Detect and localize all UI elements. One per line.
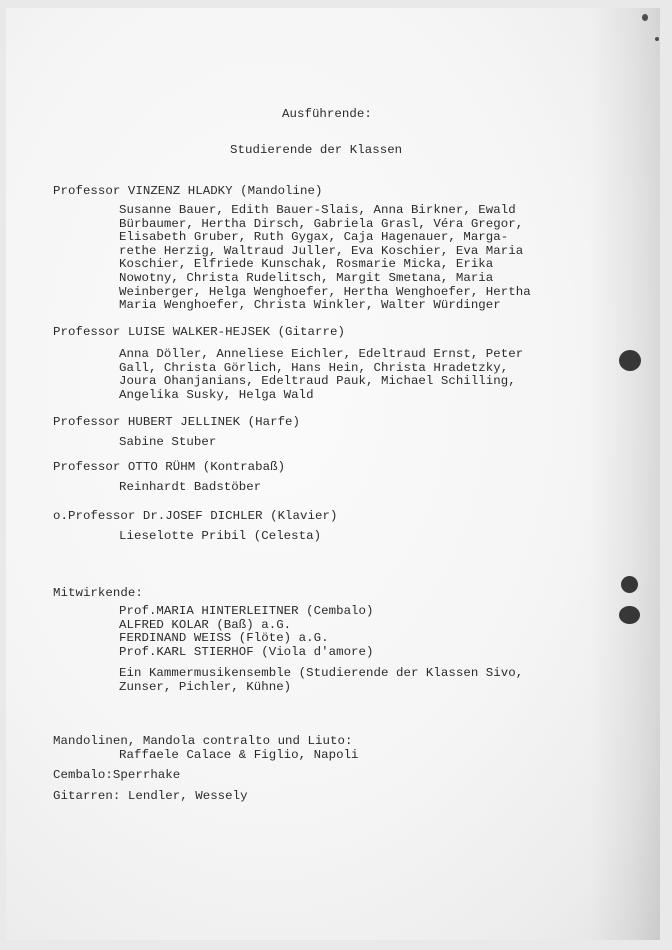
teacher-ruehm: Professor OTTO RÜHM (Kontrabaß): [53, 460, 286, 474]
ink-speck: [642, 14, 648, 21]
student-line: Weinberger, Helga Wenghoefer, Hertha Wenghoefer, Hertha: [119, 284, 531, 299]
punch-hole: [619, 606, 640, 624]
performer-line: FERDINAND WEISS (Flöte) a.G.: [119, 631, 329, 646]
performer-line: Prof.MARIA HINTERLEITNER (Cembalo): [119, 604, 374, 618]
heading-ausfuehrende: Ausführende:: [282, 107, 372, 121]
ensemble-line: Ein Kammermusikensemble (Studierende der Klassen Sivo,: [119, 666, 524, 680]
gitarren-maker: Gitarren: Lendler, Wessely: [53, 789, 248, 803]
student-line: rethe Herzig, Waltraud Juller, Eva Koschier, Eva Maria: [119, 243, 524, 258]
mitwirkende-label: Mitwirkende:: [53, 586, 143, 600]
subheading-studierende: Studierende der Klassen: [230, 143, 403, 157]
teacher-walker-hejsek: Professor LUISE WALKER-HEJSEK (Gitarre): [53, 325, 345, 339]
teacher-hladky: Professor VINZENZ HLADKY (Mandoline): [53, 184, 323, 198]
teacher-jellinek: Professor HUBERT JELLINEK (Harfe): [53, 415, 301, 429]
student-line: Lieselotte Pribil (Celesta): [119, 529, 322, 543]
student-line: Elisabeth Gruber, Ruth Gygax, Caja Hagenauer, Marga-: [119, 230, 509, 245]
typed-page: [6, 8, 660, 940]
student-line: Maria Wenghoefer, Christa Winkler, Walter Würdinger: [119, 298, 501, 313]
performer-line: Prof.KARL STIERHOF (Viola d'amore): [119, 644, 374, 659]
mandolinen-maker: Raffaele Calace & Figlio, Napoli: [119, 748, 359, 762]
student-line: Reinhardt Badstöber: [119, 480, 262, 494]
cembalo-maker: Cembalo:Sperrhake: [53, 768, 181, 782]
student-line: Sabine Stuber: [119, 435, 217, 449]
ink-speck: [655, 37, 659, 41]
student-line: Nowotny, Christa Rudelitsch, Margit Smetana, Maria: [119, 271, 494, 285]
punch-hole: [619, 350, 641, 371]
student-line: Bürbaumer, Hertha Dirsch, Gabriela Grasl, Véra Gregor,: [119, 216, 524, 231]
student-line: Joura Ohanjanians, Edeltraud Pauk, Michael Schilling,: [119, 374, 516, 389]
ensemble-line: Zunser, Pichler, Kühne): [119, 679, 292, 694]
punch-hole: [621, 576, 638, 593]
student-line: Susanne Bauer, Edith Bauer-Slais, Anna Birkner, Ewald: [119, 203, 516, 217]
performer-line: ALFRED KOLAR (Baß) a.G.: [119, 617, 292, 632]
student-line: Koschier, Elfriede Kunschak, Rosmarie Micka, Erika: [119, 257, 494, 272]
mandolinen-label: Mandolinen, Mandola contralto und Liuto:: [53, 734, 353, 748]
student-line: Gall, Christa Görlich, Hans Hein, Christa Hradetzky,: [119, 360, 509, 375]
teacher-dichler: o.Professor Dr.JOSEF DICHLER (Klavier): [53, 509, 338, 523]
student-line: Anna Döller, Anneliese Eichler, Edeltraud Ernst, Peter: [119, 347, 524, 361]
student-line: Angelika Susky, Helga Wald: [119, 387, 314, 402]
